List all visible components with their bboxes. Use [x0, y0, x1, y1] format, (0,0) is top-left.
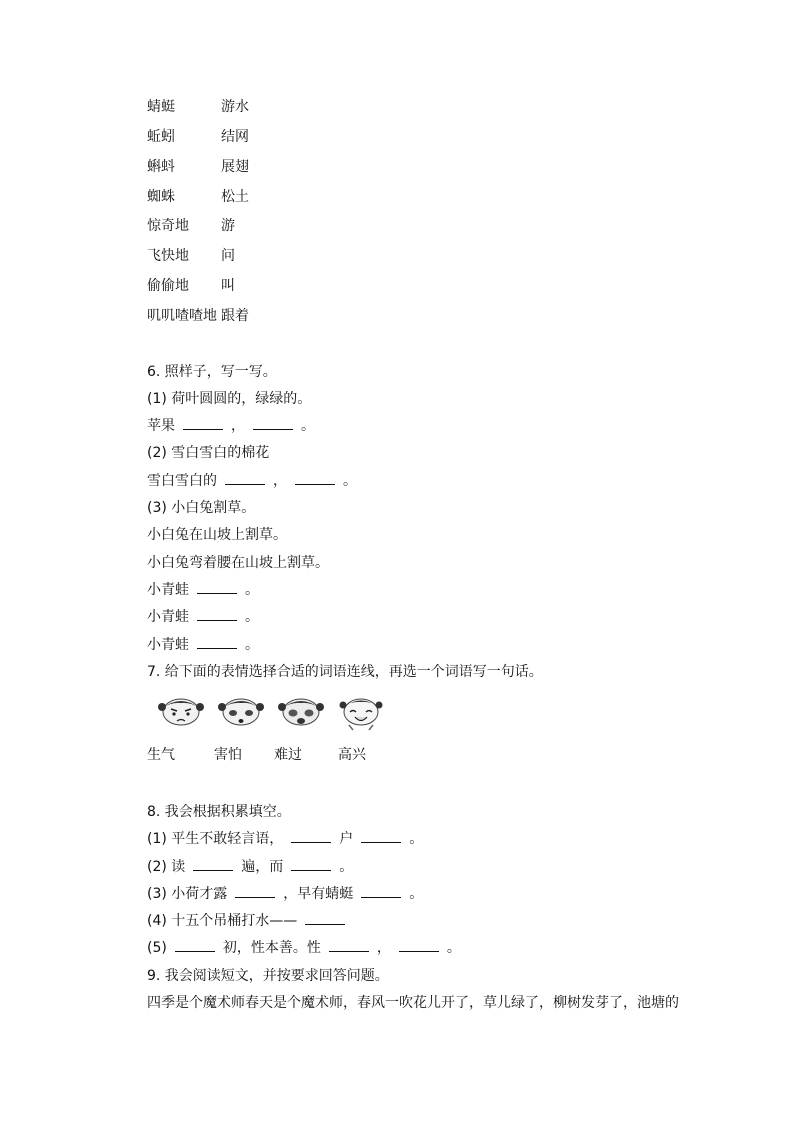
- answer-blank[interactable]: [291, 857, 331, 871]
- match-right: 游水: [221, 99, 249, 115]
- q8-line-3: (3) 小荷才露 ，早有蜻蜓 。: [147, 886, 424, 902]
- answer-blank[interactable]: [253, 416, 293, 430]
- answer-blank[interactable]: [361, 829, 401, 843]
- emotion-word: 害怕: [214, 747, 242, 763]
- match-right: 问: [221, 248, 235, 264]
- match-left: 蜘蛛: [147, 189, 175, 205]
- q8-line-5: (5) 初，性本善。性 ， 。: [147, 940, 461, 956]
- answer-blank[interactable]: [197, 580, 237, 594]
- q8-line-4: (4) 十五个吊桶打水——: [147, 911, 353, 931]
- q6-fill-1: 苹果 ， 。: [147, 418, 315, 434]
- sad-face-icon: [277, 692, 325, 728]
- q6-example-3b: 小白兔在山坡上割草。: [147, 527, 287, 543]
- answer-blank[interactable]: [291, 829, 331, 843]
- q6-example-3: (3) 小白兔割草。: [147, 500, 256, 516]
- q8-line-2: (2) 读 遍，而 。: [147, 859, 354, 875]
- question-8-title: 8. 我会根据积累填空。: [147, 804, 291, 820]
- answer-blank[interactable]: [197, 635, 237, 649]
- q9-passage: 四季是个魔术师春天是个魔术师，春风一吹花儿开了，草儿绿了，柳树发芽了，池塘的: [147, 995, 679, 1011]
- match-right: 结网: [221, 129, 249, 145]
- question-7-title: 7. 给下面的表情选择合适的词语连线，再选一个词语写一句话。: [147, 664, 543, 680]
- answer-blank[interactable]: [183, 416, 223, 430]
- happy-face-icon: [337, 692, 385, 732]
- q6-example-3c: 小白兔弯着腰在山坡上割草。: [147, 555, 329, 571]
- match-left: 叽叽喳喳地: [147, 308, 217, 324]
- match-right: 松土: [221, 189, 249, 205]
- answer-blank[interactable]: [361, 884, 401, 898]
- q8-line-1: (1) 平生不敢轻言语， 户 。: [147, 831, 424, 847]
- match-right: 游: [221, 218, 235, 234]
- match-left: 飞快地: [147, 248, 189, 264]
- match-left: 蝌蚪: [147, 159, 175, 175]
- match-right: 展翅: [221, 159, 249, 175]
- match-right: 叫: [221, 278, 235, 294]
- emotion-word: 难过: [274, 747, 302, 763]
- answer-blank[interactable]: [197, 607, 237, 621]
- match-left: 蚯蚓: [147, 129, 175, 145]
- answer-blank[interactable]: [399, 938, 439, 952]
- match-left: 偷偷地: [147, 278, 189, 294]
- expression-faces: [157, 692, 397, 732]
- match-left: 惊奇地: [147, 218, 189, 234]
- answer-blank[interactable]: [193, 857, 233, 871]
- angry-face-icon: [157, 692, 205, 728]
- answer-blank[interactable]: [175, 938, 215, 952]
- emotion-word: 高兴: [338, 747, 366, 763]
- emotion-word: 生气: [147, 747, 175, 763]
- match-right: 跟着: [221, 308, 249, 324]
- question-6-title: 6. 照样子，写一写。: [147, 364, 277, 380]
- q6-example-2: (2) 雪白雪白的棉花: [147, 445, 270, 461]
- q6-fill-frog: 小青蛙 。: [147, 609, 259, 625]
- q6-example-1: (1) 荷叶圆圆的，绿绿的。: [147, 391, 312, 407]
- answer-blank[interactable]: [329, 938, 369, 952]
- scared-face-icon: [217, 692, 265, 728]
- question-9-title: 9. 我会阅读短文，并按要求回答问题。: [147, 968, 389, 984]
- q6-fill-frog: 小青蛙 。: [147, 637, 259, 653]
- match-left: 蜻蜓: [147, 99, 175, 115]
- q6-fill-2: 雪白雪白的 ， 。: [147, 473, 357, 489]
- answer-blank[interactable]: [225, 471, 265, 485]
- answer-blank[interactable]: [305, 911, 345, 925]
- answer-blank[interactable]: [295, 471, 335, 485]
- q6-fill-frog: 小青蛙 。: [147, 582, 259, 598]
- answer-blank[interactable]: [235, 884, 275, 898]
